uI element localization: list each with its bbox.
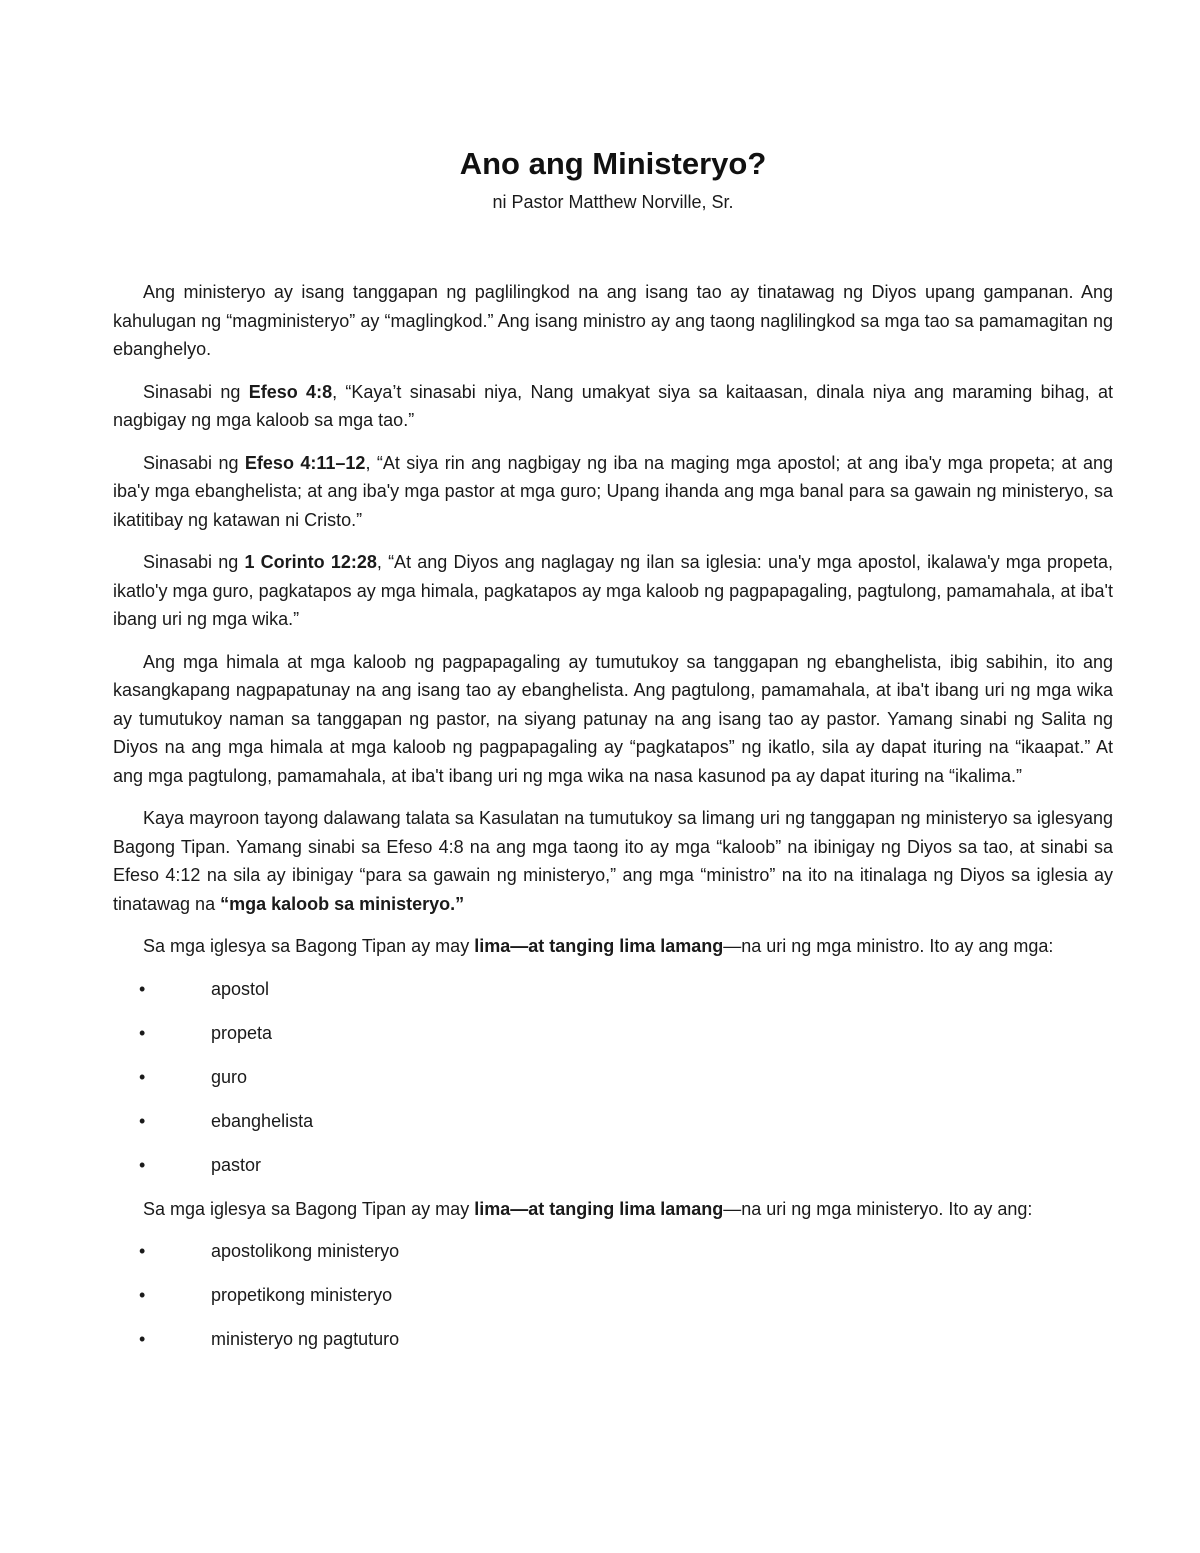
list-item-label: pastor — [211, 1154, 262, 1175]
list-item-label: ministeryo ng pagtuturo — [211, 1329, 400, 1349]
list-item — [113, 1281, 1113, 1309]
paragraph-3 — [113, 449, 1113, 535]
paragraph-5: Ang mga himala at mga kaloob ng pagpapagaling ay tumutukoy sa tanggapan ng ebanghelista, ibig sabihin, ito ang kasangkapang nagpapatunay na ang isang tao ay ebanghelista. Ang pagtulong, pamamahala, at iba't ibang uri ng mga wika ay tumutukoy naman sa tanggapan ng pastor, na siyang patunay na ang isang tao ay pastor. Yamang sinabi ng Salita ng Diyos na ang mga himala at mga kaloob ng pagpapagaling ay “pagkatapos” ng ikatlo, sila ay dapat ituring na “ikaapat.” At ang mga pagtulong, pamamahala, at iba't ibang uri ng mga wika na nasa kasunod pa ay dapat ituring na “ikalima.” — [113, 651, 1113, 786]
paragraph-8-bold: lima—at tanging lima lamang — [474, 1198, 724, 1219]
paragraph-3-text-b: , “At siya rin ang nagbigay ng iba na maging mga apostol; at ang iba'y mga propeta; at ang iba'y mga ebanghelista; at ang iba'y mga pastor at mga guro; Upang ihanda ang mga banal para sa gawain ng ministeryo, sa ikatitibay ng katawan ni Cristo.” — [113, 452, 1113, 530]
spacer — [113, 216, 1113, 278]
list-item — [113, 1151, 1113, 1179]
scripture-ref-1-corinto-12-28: 1 Corinto 12:28 — [244, 552, 377, 572]
list-item — [113, 1063, 1113, 1091]
list-item — [113, 975, 1113, 1003]
bullet-icon: • — [139, 978, 146, 999]
document-title: Ano ang Ministeryo? — [459, 146, 767, 181]
ministers-list — [113, 975, 1113, 1179]
document-body — [113, 140, 1113, 1369]
list-item-label: guro — [211, 1066, 248, 1087]
list-item-label: propeta — [211, 1022, 273, 1043]
paragraph-7-text-b: —na uri ng mga ministro. Ito ay ang mga: — [723, 936, 1054, 956]
paragraph-4 — [113, 548, 1113, 634]
paragraph-3-text-a: Sinasabi ng — [143, 452, 245, 473]
paragraph-4-text-b: , “At ang Diyos ang naglagay ng ilan sa iglesia: una'y mga apostol, ikalawa'y mga propeta, ikatlo'y mga guro, pagkatapos ay mga himala, pagkatapos ay mga kaloob ng pagpapagaling, pagtulong, pamamahala, at iba't ibang uri ng mga wika.” — [113, 552, 1113, 629]
bullet-icon: • — [139, 1110, 146, 1131]
paragraph-8 — [113, 1195, 1113, 1224]
scripture-ref-efeso-4-11: Efeso 4:11–12 — [244, 452, 366, 473]
ministries-list — [113, 1237, 1113, 1353]
bullet-icon: • — [139, 1241, 146, 1261]
list-item-label: apostolikong ministeryo — [211, 1241, 400, 1261]
bullet-icon: • — [139, 1154, 146, 1175]
paragraph-8-text-a: Sa mga iglesya sa Bagong Tipan ay may — [143, 1198, 475, 1219]
list-item-label: ebanghelista — [211, 1110, 314, 1131]
paragraph-7-bold: lima—at tanging lima lamang — [474, 936, 724, 956]
document-byline: ni Pastor Matthew Norville, Sr. — [492, 192, 734, 212]
paragraph-6 — [113, 804, 1113, 918]
paragraph-8-text-b: —na uri ng mga ministeryo. Ito ay ang: — [723, 1198, 1033, 1219]
paragraph-7 — [113, 932, 1113, 961]
bullet-icon: • — [139, 1022, 146, 1043]
paragraph-2-text-a: Sinasabi ng — [143, 381, 249, 402]
list-item — [113, 1325, 1113, 1353]
paragraph-2-text-b: , “Kaya’t sinasabi niya, Nang umakyat siya sa kaitaasan, dinala niya ang maraming bihag, at nagbigay ng mga kaloob sa mga tao.” — [113, 381, 1113, 430]
list-item — [113, 1019, 1113, 1047]
paragraph-2 — [113, 378, 1113, 435]
bullet-icon: • — [139, 1329, 146, 1349]
list-item — [113, 1107, 1113, 1135]
list-item — [113, 1237, 1113, 1265]
scripture-ref-efeso-4-8: Efeso 4:8 — [248, 381, 333, 402]
bullet-icon: • — [139, 1066, 146, 1087]
paragraph-1: Ang ministeryo ay isang tanggapan ng paglilingkod na ang isang tao ay tinatawag ng Diyos upang gampanan. Ang kahulugan ng “magministeryo” ay “maglingkod.” Ang isang ministro ay ang taong naglilingkod sa mga tao sa pamamagitan ng ebanghelyo. — [113, 282, 1113, 359]
paragraph-7-text-a: Sa mga iglesya sa Bagong Tipan ay may — [143, 936, 475, 956]
paragraph-6-text-a: Kaya mayroon tayong dalawang talata sa Kasulatan na tumutukoy sa limang uri ng tanggapan ng ministeryo sa iglesyang Bagong Tipan. Yamang sinabi sa Efeso 4:8 na ang mga taong ito ay mga “kaloob” na ibinigay ng Diyos sa tao, at sinabi sa Efeso 4:12 na sila ay ibinigay “para sa gawain ng ministeryo,” ang mga “ministro” na ito na itinalaga ng Diyos sa iglesia ay tinatawag na — [113, 808, 1113, 914]
paragraph-4-text-a: Sinasabi ng — [143, 552, 245, 572]
list-item-label: propetikong ministeryo — [211, 1285, 393, 1305]
bullet-icon: • — [139, 1285, 146, 1305]
paragraph-6-bold: “mga kaloob sa ministeryo.” — [220, 893, 465, 914]
list-item-label: apostol — [211, 978, 270, 999]
